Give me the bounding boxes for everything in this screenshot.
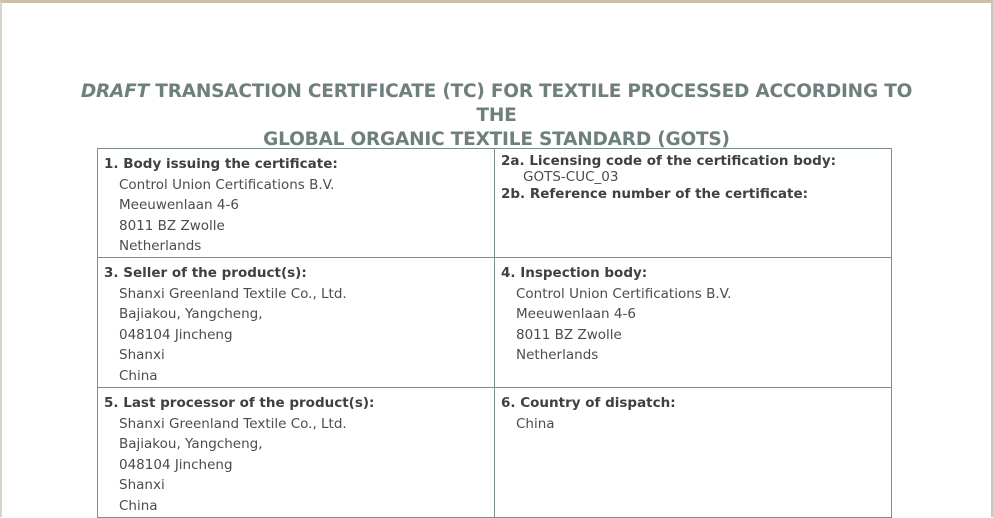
address-line: Netherlands	[516, 347, 599, 363]
box-label: 3. Seller of the product(s):	[104, 265, 307, 281]
address-line: Shanxi Greenland Textile Co., Ltd.	[119, 415, 347, 432]
certificate-title	[60, 80, 933, 152]
box-seller	[98, 258, 495, 388]
draft-word: DRAFT	[80, 81, 150, 102]
box-licensing-reference	[495, 149, 892, 258]
address-line: 048104 Jincheng	[119, 326, 233, 343]
address-line: China	[119, 497, 158, 514]
address-line: 8011 BZ Zwolle	[119, 217, 225, 234]
address-line: Shanxi	[119, 477, 165, 493]
box-label: 6. Country of dispatch:	[501, 395, 676, 411]
address-line: Control Union Certifications B.V.	[516, 285, 732, 302]
box-label: 5. Last processor of the product(s):	[104, 395, 375, 411]
box-label: 4. Inspection body:	[501, 265, 648, 281]
address-line: Bajiakou, Yangcheng,	[119, 436, 263, 452]
box-label: 2a. Licensing code of the certification body:	[501, 153, 837, 169]
address-line: 048104 Jincheng	[119, 456, 233, 473]
box-inspection-body	[495, 258, 892, 388]
title-line-1-text: TRANSACTION CERTIFICATE (TC) FOR TEXTILE PROCESSED ACCORDING TO THE	[149, 81, 913, 126]
address-line: China	[119, 367, 158, 384]
address-line: Shanxi	[119, 347, 165, 363]
title-line-1	[60, 80, 933, 128]
box-country-of-dispatch	[495, 388, 892, 518]
title-line-2: GLOBAL ORGANIC TEXTILE STANDARD (GOTS)	[263, 129, 730, 150]
address-line: Control Union Certifications B.V.	[119, 176, 335, 193]
address-line: Meeuwenlaan 4-6	[119, 197, 239, 213]
box-label: 2b. Reference number of the certificate:	[501, 186, 809, 202]
table-row	[98, 258, 892, 388]
country-value: China	[516, 415, 555, 432]
address-line: Shanxi Greenland Textile Co., Ltd.	[119, 285, 347, 302]
box-label: 1. Body issuing the certificate:	[104, 156, 338, 172]
licensing-code-value: GOTS-CUC_03	[523, 169, 619, 185]
box-last-processor	[98, 388, 495, 518]
address-line: Bajiakou, Yangcheng,	[119, 306, 263, 322]
address-line: Netherlands	[119, 238, 202, 254]
address-line: 8011 BZ Zwolle	[516, 326, 622, 343]
table-row	[98, 388, 892, 518]
box-issuing-body	[98, 149, 495, 258]
address-line: Meeuwenlaan 4-6	[516, 306, 636, 322]
certificate-table	[97, 148, 892, 518]
table-row	[98, 149, 892, 258]
